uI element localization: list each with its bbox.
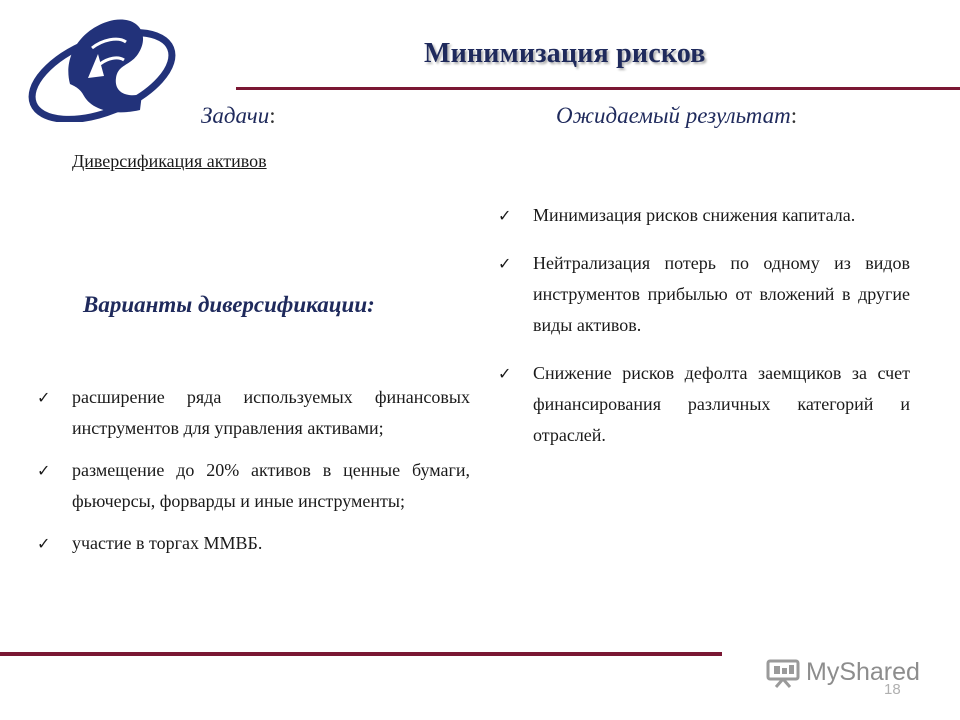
list-item: ✓ размещение до 20% активов в ценные бумаги, фьючерсы, форварды и иные инструменты;: [72, 455, 470, 517]
checkmark-icon: ✓: [37, 388, 51, 407]
slide-title: Минимизация рисков: [424, 38, 706, 69]
list-item: ✓ Нейтрализация потерь по одному из видов инструментов прибылью от вложений в другие виды активов.: [533, 248, 910, 341]
variants-heading: Варианты диверсификации:: [83, 292, 375, 317]
list-item: ✓ расширение ряда используемых финансовых инструментов для управления активами;: [72, 382, 470, 444]
presentation-icon: [766, 658, 800, 688]
page-number: 18: [884, 681, 901, 698]
checkmark-icon: ✓: [498, 206, 512, 225]
watermark-text: MyShared: [806, 658, 920, 686]
checkmark-icon: ✓: [498, 364, 512, 383]
company-logo: [22, 14, 180, 122]
results-list: [498, 200, 910, 468]
task-item: Диверсификация активов: [72, 151, 267, 171]
tasks-heading: Задачи:: [201, 103, 276, 128]
top-divider: [236, 87, 960, 90]
bottom-divider: [0, 652, 722, 656]
results-heading: Ожидаемый результат:: [556, 103, 798, 128]
variants-list: [37, 382, 470, 570]
checkmark-icon: ✓: [37, 461, 51, 480]
list-item: ✓ участие в торгах ММВБ.: [72, 528, 470, 559]
checkmark-icon: ✓: [37, 534, 51, 553]
list-item: ✓ Минимизация рисков снижения капитала.: [533, 200, 910, 231]
checkmark-icon: ✓: [498, 254, 512, 273]
list-item: ✓ Снижение рисков дефолта заемщиков за счет финансирования различных категорий и отраслей.: [533, 358, 910, 451]
